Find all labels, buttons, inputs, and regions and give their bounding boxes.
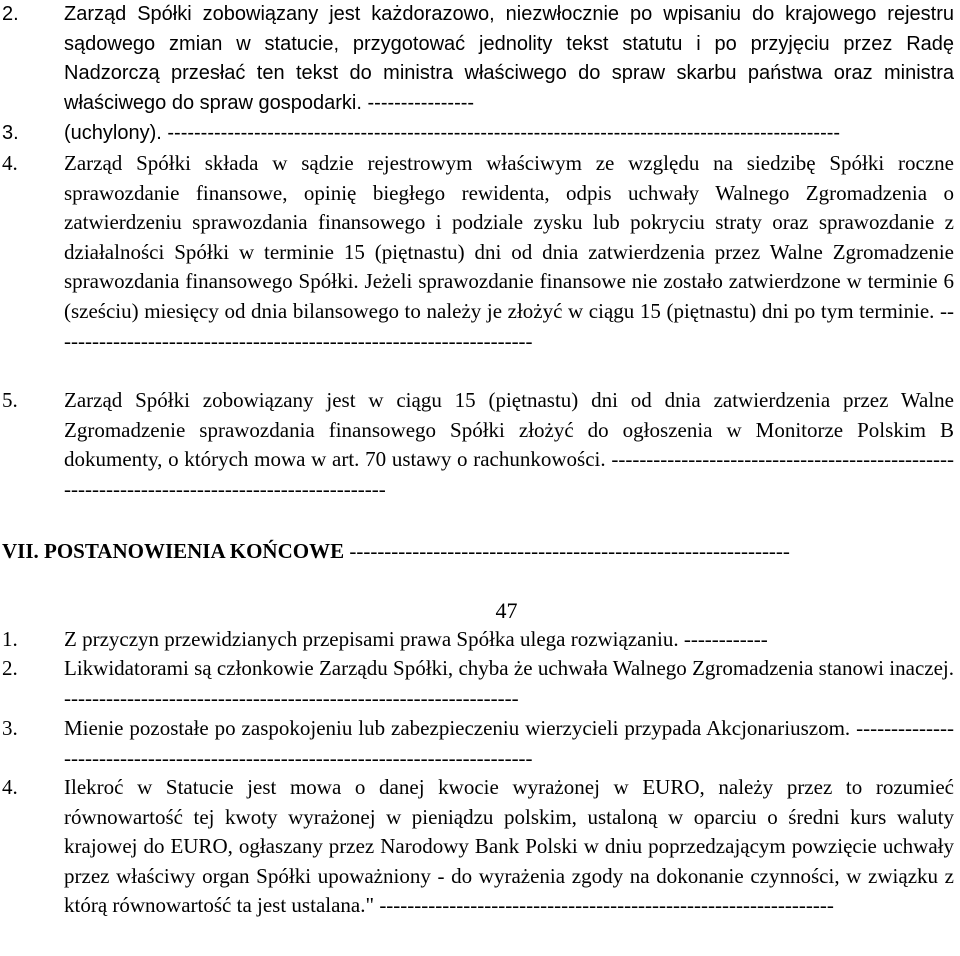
item-number: 2. <box>2 656 18 680</box>
item-dashes: ------------ <box>683 627 768 651</box>
section-dashes: --------------------------------------------------------------- <box>349 539 790 563</box>
item-number: 2. <box>2 3 19 25</box>
paragraph-number-value: 47 <box>495 598 518 623</box>
list-item-top-5 <box>0 386 954 504</box>
item-dashes: --------------------------------------------------------------------------------- <box>64 716 954 770</box>
item-number: 1. <box>2 627 18 651</box>
item-body: Zarząd Spółki składa w sądzie rejestrowym właściwym ze względu na siedzibę Spółki roczne sprawozdanie finansowe, opinię biegłego rewidenta, odpis uchwały Walnego Zgromadzenia o zatwierdzeniu sprawozdania finansowego i podziale zysku lub pokryciu straty oraz sprawozdanie z działalności Spółki w terminie 15 (piętnastu) dni od dnia zatwierdzenia przez Walne Zgromadzenie sprawozdania finansowego Spółki. Jeżeli sprawozdanie finansowe nie zostało zatwierdzone w terminie 6 (sześciu) miesięcy od dnia bilansowego to należy je złożyć w ciągu 15 (piętnastu) dni po tym terminie. <box>64 151 954 323</box>
item-number: 4. <box>2 151 18 175</box>
item-body: Mienie pozostałe po zaspokojeniu lub zabezpieczeniu wierzycieli przypada Akcjonariuszom. <box>64 716 851 740</box>
item-dashes: ----------------------------------------------------------------------------------------------------- <box>167 122 841 144</box>
item-dashes: ----------------------------------------------------------------- <box>379 893 834 918</box>
list-item-top-3 <box>0 119 954 149</box>
item-body: (uchylony). <box>64 122 162 144</box>
item-number: 4. <box>2 775 18 799</box>
item-number: 5. <box>2 388 18 412</box>
item-dashes: ----------------------------------------------------------------------------------------------- <box>64 447 955 501</box>
item-text <box>64 654 954 713</box>
item-text <box>64 0 954 118</box>
item-text <box>64 625 954 655</box>
item-text <box>64 119 954 149</box>
item-body: Ilekroć w Statucie jest mowa o danej kwocie wyrażonej w EURO, należy przez to rozumieć równowartość tej kwoty wyrażonej w pieniądzu polskim, ustaloną w oparciu o średni kurs waluty krajowej do EURO, ogłaszany przez Narodowy Bank Polski w dniu poprzedzającym powzięcie uchwały przez właściwy organ Spółki upoważniony - do wyrażenia zgody na dokonanie czynności, w związku z którą równowartość ta jest ustalana." <box>64 775 954 918</box>
item-dashes: ----------------------------------------------------------------- <box>64 685 519 710</box>
item-text <box>64 714 954 773</box>
list-item-bottom-4 <box>0 773 954 921</box>
list-item-bottom-2 <box>0 654 954 713</box>
item-text <box>64 386 954 504</box>
item-body: Likwidatorami są członkowie Zarządu Spółki, chyba że uchwała Walnego Zgromadzenia stanowi inaczej. <box>64 656 954 680</box>
item-body: Zarząd Spółki zobowiązany jest każdorazowo, niezwłocznie po wpisaniu do krajowego rejestru sądowego zmian w statucie, przygotować jednolity tekst statutu i po przyjęciu przez Radę Nadzorczą przesłać ten tekst do ministra właściwego do spraw skarbu państwa oraz ministra właściwego do spraw gospodarki. <box>64 3 954 114</box>
item-dashes: --------------------------------------------------------------------- <box>64 298 955 353</box>
section-title: VII. POSTANOWIENIA KOŃCOWE <box>2 539 345 563</box>
item-body: Zarząd Spółki zobowiązany jest w ciągu 15 (piętnastu) dni od dnia zatwierdzenia przez Walne Zgromadzenie sprawozdania finansowego Spółki złożyć do ogłoszenia w Monitorze Polskim B dokumenty, o których mowa w art. 70 ustawy o rachunkowości. <box>64 388 954 472</box>
list-item-top-4 <box>0 149 954 356</box>
list-item-top-2 <box>0 0 954 118</box>
item-text <box>64 773 954 921</box>
paragraph-number <box>490 596 518 626</box>
list-item-bottom-1 <box>0 625 954 655</box>
item-dashes: ---------------- <box>367 91 475 114</box>
item-text <box>64 149 954 356</box>
item-number: 3. <box>2 716 18 740</box>
section-heading <box>2 536 952 566</box>
item-number: 3. <box>2 122 19 144</box>
item-body: Z przyczyn przewidzianych przepisami prawa Spółka ulega rozwiązaniu. <box>64 627 679 651</box>
list-item-bottom-3 <box>0 714 954 773</box>
